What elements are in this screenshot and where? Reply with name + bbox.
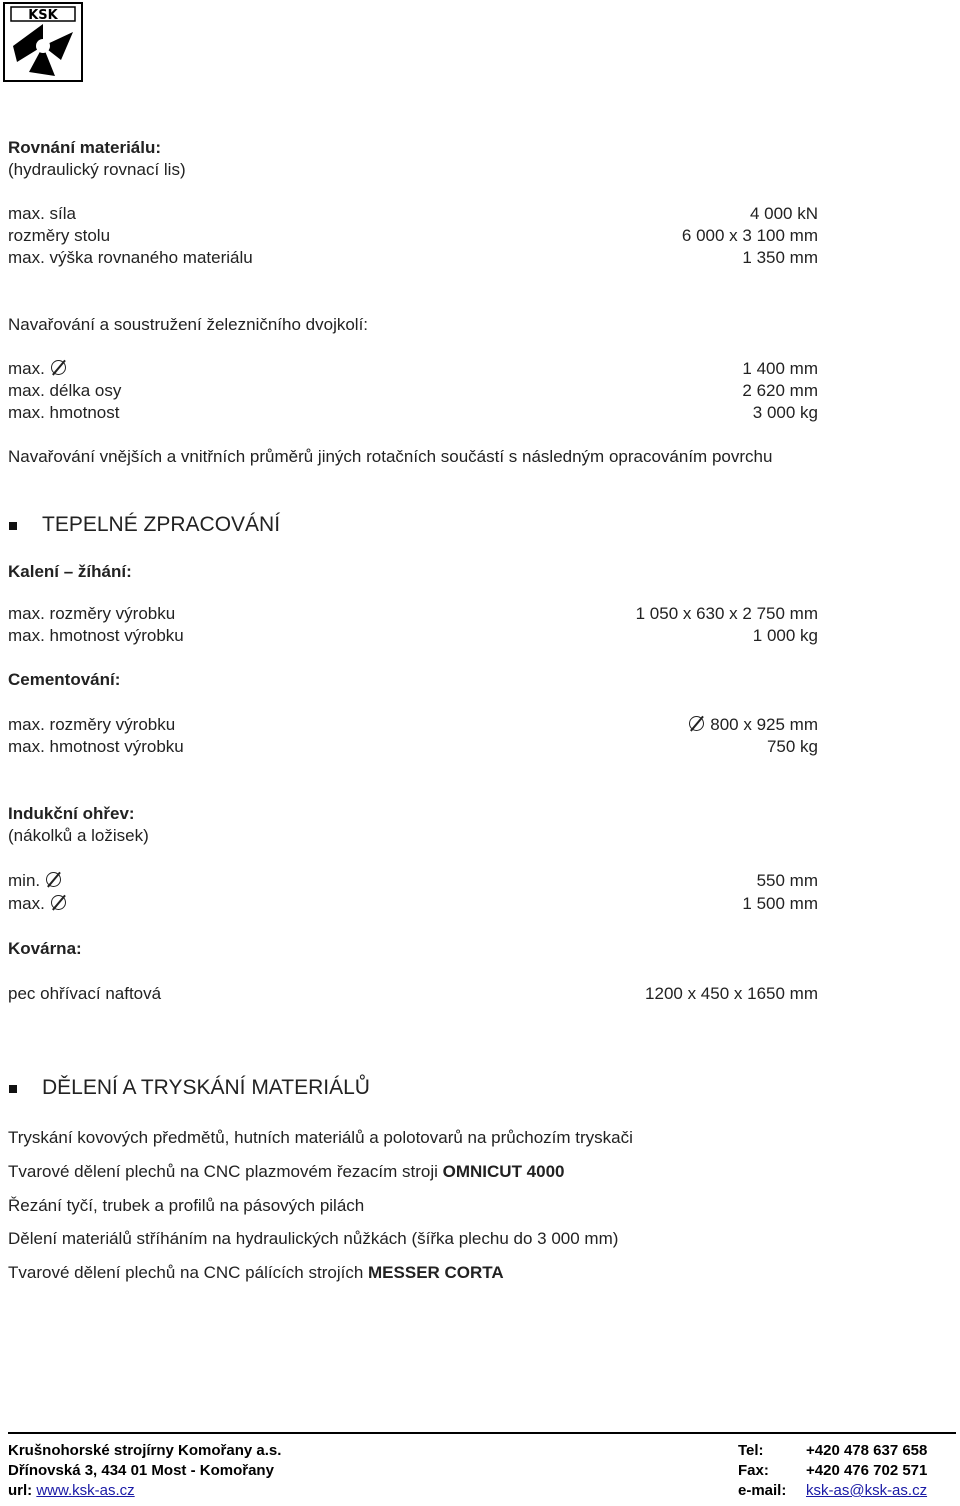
footer-tel-label: Tel:	[738, 1442, 764, 1459]
footer-divider	[8, 1432, 956, 1434]
website-link[interactable]: www.ksk-as.cz	[36, 1482, 135, 1499]
induction-title: Indukční ohřev:	[8, 804, 135, 823]
spec-label: max. hmotnost	[8, 403, 120, 422]
svg-text:KSK: KSK	[28, 8, 58, 23]
cementing-title: Cementování:	[8, 670, 121, 689]
cutting-line: Tryskání kovových předmětů, hutních materiálů a polotovarů na průchozím tryskači	[8, 1128, 633, 1147]
cutting-heading: DĚLENÍ A TRYSKÁNÍ MATERIÁLŮ	[42, 1076, 370, 1099]
welding-note: Navařování vnějších a vnitřních průměrů jiných rotačních součástí s následným opracováním povrchu	[8, 447, 773, 466]
footer-email-label: e-mail:	[738, 1482, 787, 1499]
footer-company: Krušnohorské strojírny Komořany a.s.	[8, 1442, 282, 1459]
footer-tel: +420 478 637 658	[806, 1442, 928, 1459]
cutting-line: Řezání tyčí, trubek a profilů na pásových pilách	[8, 1196, 365, 1215]
spec-label: max. síla	[8, 204, 77, 223]
footer-address: Dřínovská 3, 434 01 Most - Komořany	[8, 1462, 274, 1479]
spec-label: min.	[8, 870, 61, 892]
email-link[interactable]: ksk-as@ksk-as.cz	[806, 1482, 928, 1499]
forge-title: Kovárna:	[8, 939, 82, 958]
diameter-icon	[51, 360, 66, 375]
ksk-logo	[3, 2, 83, 82]
spec-value: 800 x 925 mm	[689, 714, 818, 736]
footer-fax: +420 476 702 571	[806, 1462, 928, 1479]
cutting-line: Tvarové dělení plechů na CNC pálících strojích MESSER CORTA	[8, 1263, 504, 1282]
welding-title: Navařování a soustružení železničního dvojkolí:	[8, 315, 369, 334]
spec-label: max. hmotnost výrobku	[8, 737, 184, 756]
hardening-title: Kalení – žíhání:	[8, 562, 132, 581]
spec-value: 1 000 kg	[752, 626, 818, 645]
spec-label: max. hmotnost výrobku	[8, 626, 184, 645]
spec-value: 1200 x 450 x 1650 mm	[645, 984, 818, 1003]
bullet-icon	[9, 522, 17, 530]
cutting-line: Dělení materiálů stříháním na hydraulických nůžkách (šířka plechu do 3 000 mm)	[8, 1229, 619, 1248]
spec-label: max.	[8, 358, 66, 380]
straightening-subtitle: (hydraulický rovnací lis)	[8, 160, 186, 179]
spec-label: max. výška rovnaného materiálu	[8, 248, 253, 267]
spec-label: max. rozměry výrobku	[8, 604, 176, 623]
bullet-icon	[9, 1085, 17, 1093]
spec-value: 750 kg	[766, 737, 818, 756]
induction-subtitle: (nákolků a ložisek)	[8, 826, 149, 845]
spec-value: 550 mm	[756, 871, 818, 890]
spec-value: 6 000 x 3 100 mm	[681, 226, 818, 245]
heat-heading: TEPELNÉ ZPRACOVÁNÍ	[42, 513, 281, 536]
diameter-icon	[689, 716, 704, 731]
spec-value: 1 400 mm	[742, 359, 818, 378]
spec-label: rozměry stolu	[8, 226, 111, 245]
diameter-icon	[51, 895, 66, 910]
spec-value: 1 350 mm	[742, 248, 818, 267]
footer-fax-label: Fax:	[738, 1462, 769, 1479]
straightening-title: Rovnání materiálu:	[8, 138, 162, 157]
spec-value: 4 000 kN	[749, 204, 818, 223]
footer-url-row: url: www.ksk-as.cz	[8, 1482, 135, 1499]
diameter-icon	[46, 872, 61, 887]
spec-label: pec ohřívací naftová	[8, 984, 162, 1003]
spec-label: max.	[8, 893, 66, 915]
spec-value: 1 050 x 630 x 2 750 mm	[635, 604, 818, 623]
spec-label: max. rozměry výrobku	[8, 715, 176, 734]
spec-value: 3 000 kg	[752, 403, 818, 422]
cutting-line: Tvarové dělení plechů na CNC plazmovém řezacím stroji OMNICUT 4000	[8, 1162, 565, 1181]
spec-value: 1 500 mm	[742, 894, 818, 913]
spec-value: 2 620 mm	[742, 381, 818, 400]
spec-label: max. délka osy	[8, 381, 122, 400]
